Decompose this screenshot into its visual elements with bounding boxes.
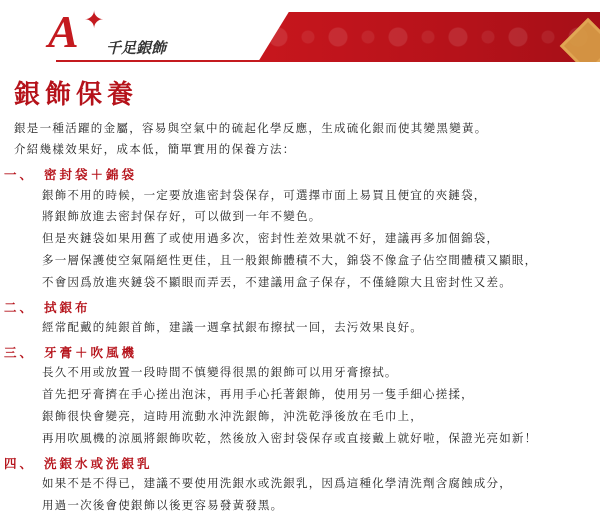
- banner-pattern: [258, 12, 600, 62]
- section-number: 二、: [4, 300, 36, 315]
- star-icon: ✦: [84, 6, 105, 34]
- section-line: 用過一次後會使銀飾以後更容易發黃發黑。: [42, 498, 284, 512]
- section-heading: [4, 298, 91, 318]
- section-heading: [4, 454, 153, 474]
- section-title: 拭銀布: [44, 300, 91, 315]
- section-title: 洗銀水或洗銀乳: [44, 456, 153, 471]
- section-title: 牙膏＋吹風機: [44, 345, 138, 360]
- intro-line: 介紹幾樣效果好，成本低，簡單實用的保養方法：: [14, 142, 296, 156]
- section-line: 將銀飾放進去密封保存好，可以做到一年不變色。: [42, 209, 322, 223]
- section-number: 四、: [4, 456, 36, 471]
- section-number: 一、: [4, 167, 36, 182]
- logo-text: 千足銀飾: [106, 39, 167, 57]
- intro-line: 銀是一種活躍的金屬，容易與空氣中的硫起化學反應，生成硫化銀而使其變黑變黃。: [14, 121, 488, 135]
- page-header: [0, 0, 600, 66]
- section-line: 首先把牙膏擠在手心搓出泡沫，再用手心托著銀飾，使用另一隻手細心搓揉，: [42, 387, 474, 401]
- page-title: 銀飾保養: [14, 80, 139, 110]
- section-line: 不會因爲放進夾鏈袋不顯眼而弄丟，不建議用盒子保存，不僅縫隙大且密封性又差。: [42, 275, 512, 289]
- section-number: 三、: [4, 345, 36, 360]
- section-line: 多一層保護使空氣隔絕性更佳，且一般銀飾體積不大，錦袋不像盒子佔空間體積又顯眼，: [42, 253, 538, 267]
- section-line: 銀飾不用的時候，一定要放進密封袋保存，可選擇市面上易買且便宜的夾鏈袋，: [42, 188, 487, 202]
- section-line: 如果不是不得已，建議不要使用洗銀水或洗銀乳，因爲這種化學清洗劑含腐蝕成分，: [42, 476, 512, 490]
- logo-divider: [56, 60, 260, 62]
- section-line: 長久不用或放置一段時間不慎變得很黑的銀飾可以用牙膏擦拭。: [42, 365, 398, 379]
- section-line: 經常配戴的純銀首飾，建議一週拿拭銀布擦拭一回，去污效果良好。: [42, 320, 423, 334]
- section-line: 但是夾鏈袋如果用舊了或使用過多次，密封性差效果就不好，建議再多加個錦袋，: [42, 231, 500, 245]
- logo-mark: A: [48, 6, 79, 57]
- section-heading: [4, 165, 137, 185]
- section-title: 密封袋＋錦袋: [44, 167, 138, 182]
- section-line: 銀飾很快會變亮，這時用流動水沖洗銀飾，沖洗乾淨後放在毛巾上，: [42, 409, 423, 423]
- section-heading: [4, 343, 137, 363]
- section-line: 再用吹風機的涼風將銀飾吹乾，然後放入密封袋保存或直接戴上就好啦，保證光亮如新！: [42, 431, 538, 445]
- header-banner: [258, 12, 600, 62]
